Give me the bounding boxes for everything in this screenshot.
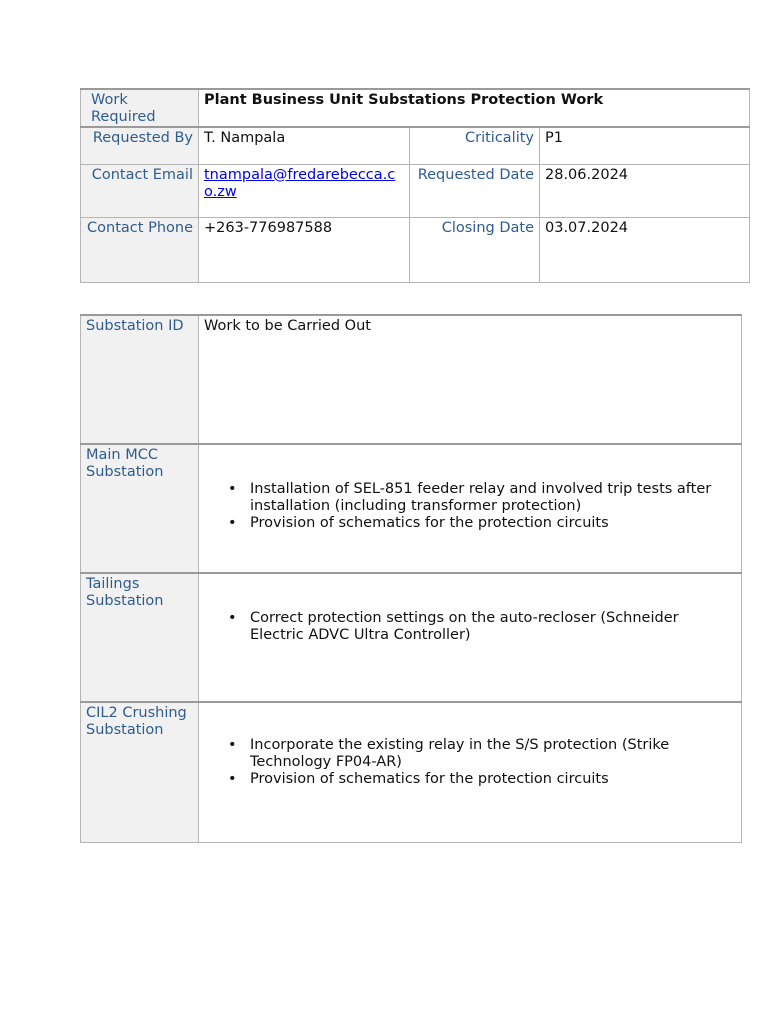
contact-email-row xyxy=(81,164,750,217)
requested-by-value: T. Nampala xyxy=(199,127,410,164)
requested-by-label: Requested By xyxy=(81,127,199,164)
contact-email-label: Contact Email xyxy=(81,164,199,217)
task-item: • Provision of schematics for the protection circuits xyxy=(250,771,736,788)
requested-by-row xyxy=(81,127,750,164)
work-request-table xyxy=(80,88,750,283)
work-details-table xyxy=(80,314,742,843)
substation-name: Main MCC Substation xyxy=(81,444,199,573)
table-row xyxy=(81,573,742,702)
substation-id-header: Substation ID xyxy=(81,315,199,444)
criticality-value: P1 xyxy=(540,127,750,164)
work-tasks-cell xyxy=(199,444,742,573)
contact-phone-row xyxy=(81,217,750,282)
task-list xyxy=(204,481,736,532)
task-item: • Correct protection settings on the auto-recloser (Schneider Electric ADVC Ultra Controller) xyxy=(250,610,736,644)
work-tasks-cell xyxy=(199,573,742,702)
task-list xyxy=(204,737,736,788)
task-list xyxy=(204,610,736,644)
table-row xyxy=(81,444,742,573)
requested-date-label: Requested Date xyxy=(410,164,540,217)
task-item: • Provision of schematics for the protection circuits xyxy=(250,515,736,532)
substation-name: CIL2 Crushing Substation xyxy=(81,702,199,842)
substation-name: Tailings Substation xyxy=(81,573,199,702)
contact-email-link[interactable]: tnampala@fredarebecca.co.zw xyxy=(204,166,396,200)
contact-email-cell xyxy=(199,164,410,217)
work-header-row xyxy=(81,315,742,444)
task-item: • Incorporate the existing relay in the S/S protection (Strike Technology FP04-AR) xyxy=(250,737,736,771)
task-item: • Installation of SEL-851 feeder relay and involved trip tests after installation (including transformer protection) xyxy=(250,481,736,515)
closing-date-label: Closing Date xyxy=(410,217,540,282)
table-row xyxy=(81,702,742,842)
work-to-be-carried-out-header: Work to be Carried Out xyxy=(199,315,742,444)
contact-phone-label: Contact Phone xyxy=(81,217,199,282)
work-required-value: Plant Business Unit Substations Protection Work xyxy=(199,89,750,127)
closing-date-value: 03.07.2024 xyxy=(540,217,750,282)
work-tasks-cell xyxy=(199,702,742,842)
requested-date-value: 28.06.2024 xyxy=(540,164,750,217)
contact-phone-value: +263-776987588 xyxy=(199,217,410,282)
criticality-label: Criticality xyxy=(410,127,540,164)
work-required-row xyxy=(81,89,750,127)
work-required-label: Work Required xyxy=(81,89,199,127)
